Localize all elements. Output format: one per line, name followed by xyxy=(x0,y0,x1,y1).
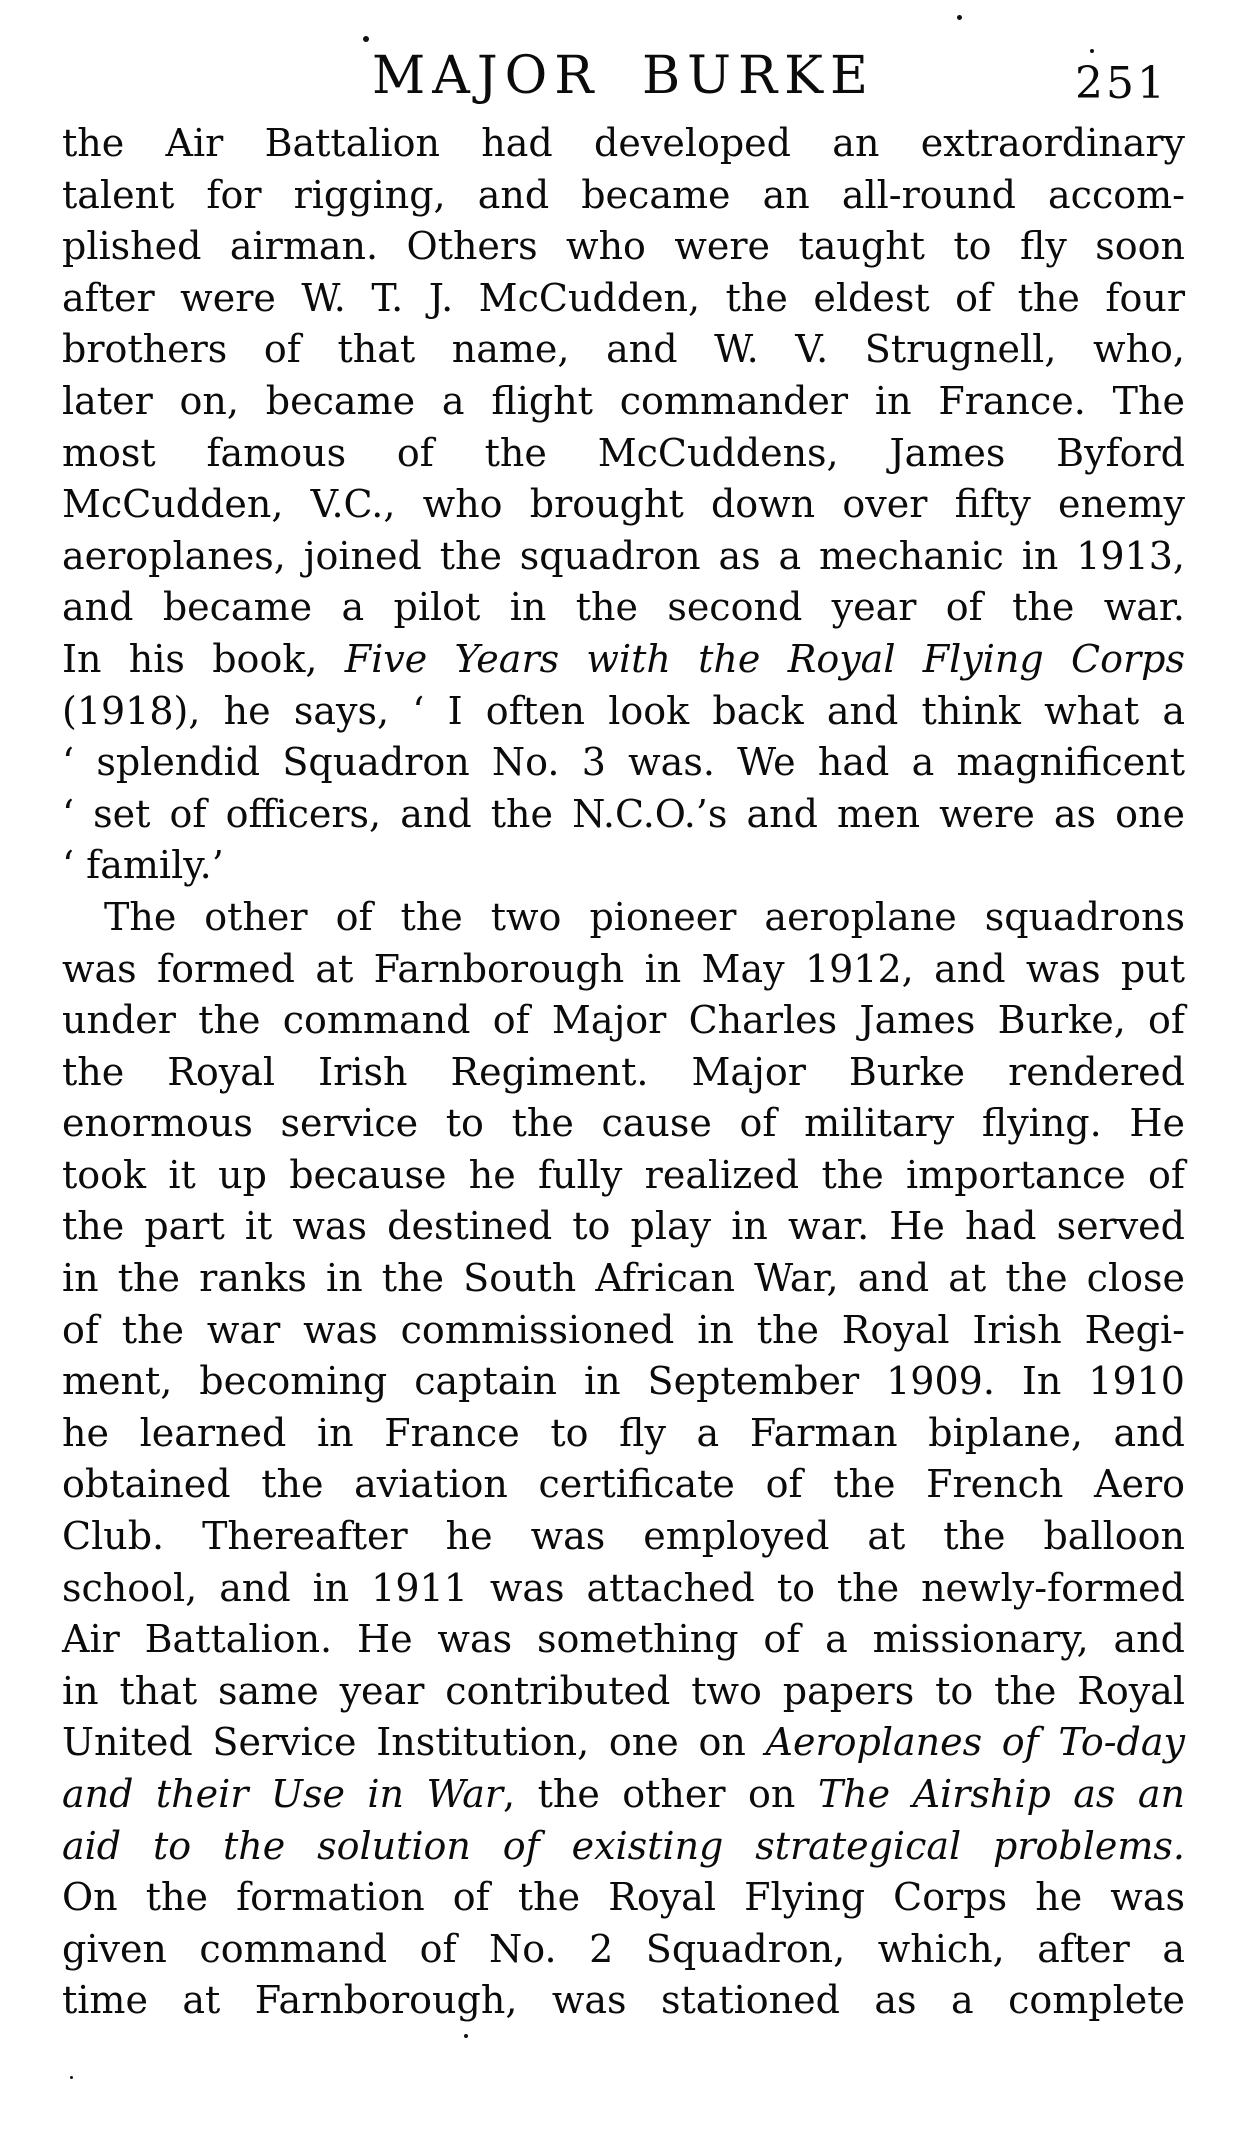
text-line xyxy=(62,1511,1185,1563)
body-text: after were W. T. J. McCudden, the eldest of the four xyxy=(62,275,1185,320)
text-line xyxy=(62,273,1185,325)
ink-speck xyxy=(957,15,962,20)
body-text: the part it was destined to play in war. He had served xyxy=(62,1204,1185,1249)
text-line xyxy=(62,737,1185,789)
body-text: aeroplanes, joined the squadron as a mechanic in 1913, xyxy=(62,533,1185,578)
text-line xyxy=(62,1098,1185,1150)
text-line xyxy=(62,1459,1185,1511)
text-line xyxy=(62,1253,1185,1305)
text-line xyxy=(62,892,1185,944)
text-line xyxy=(62,686,1185,738)
text-line xyxy=(62,634,1185,686)
text-line xyxy=(62,479,1185,531)
body-text: plished airman. Others who were taught to fly soon xyxy=(62,224,1185,269)
ink-speck xyxy=(70,2076,73,2079)
text-line xyxy=(62,1666,1185,1718)
body-text: , the other on xyxy=(503,1772,818,1816)
body-text: McCudden, V.C., who brought down over fifty enemy xyxy=(62,482,1185,527)
body-text: in that same year contributed two papers to the Royal xyxy=(62,1668,1185,1713)
body-text: On the formation of the Royal Flying Corps he was xyxy=(62,1875,1185,1920)
book-title-italic: and their Use in War xyxy=(62,1772,504,1816)
body-text: under the command of Major Charles James Burke, of xyxy=(62,998,1185,1043)
ink-speck xyxy=(1090,49,1094,53)
body-text: given command of No. 2 Squadron, which, after a xyxy=(62,1926,1185,1971)
body-text: United Service Institution, one on xyxy=(62,1720,766,1765)
body-text: in the ranks in the South African War, and at the close xyxy=(62,1256,1185,1301)
text-line xyxy=(62,789,1185,841)
ink-speck xyxy=(363,36,369,42)
body-text: the Royal Irish Regiment. Major Burke rendered xyxy=(62,1049,1185,1094)
text-line xyxy=(62,118,1185,170)
body-text: ‘ family.’ xyxy=(62,843,224,888)
text-line xyxy=(62,582,1185,634)
text-line xyxy=(62,1563,1185,1615)
text-line xyxy=(62,170,1185,222)
text-line xyxy=(62,324,1185,376)
body-text: took it up because he fully realized the importance of xyxy=(62,1152,1185,1197)
text-column xyxy=(62,118,1185,2027)
body-text: most famous of the McCuddens, James Byford xyxy=(62,430,1185,475)
text-line xyxy=(62,1201,1185,1253)
body-text: brothers of that name, and W. V. Strugnell, who, xyxy=(62,327,1185,372)
text-line xyxy=(62,376,1185,428)
text-line xyxy=(62,1047,1185,1099)
text-line xyxy=(62,221,1185,273)
body-text: talent for rigging, and became an all-round accom- xyxy=(62,172,1185,217)
body-text: and became a pilot in the second year of the war. xyxy=(62,585,1185,630)
body-text: Air Battalion. He was something of a missionary, and xyxy=(62,1617,1185,1662)
running-head-title: MAJOR BURKE xyxy=(372,46,875,106)
text-line xyxy=(62,1356,1185,1408)
body-text: of the war was commissioned in the Royal Irish Regi- xyxy=(62,1307,1185,1352)
text-line xyxy=(62,1769,1185,1821)
text-line xyxy=(62,1872,1185,1924)
text-line xyxy=(62,1717,1185,1769)
body-text: the Air Battalion had developed an extraordinary xyxy=(62,121,1185,165)
text-line xyxy=(62,531,1185,583)
body-text: (1918), he says, ‘ I often look back and think what a xyxy=(62,688,1185,733)
page-number: 251 xyxy=(1075,58,1168,109)
body-text: In his book, xyxy=(62,636,345,681)
body-text: The other of the two pioneer aeroplane squadrons xyxy=(104,894,1185,939)
body-text: ment, becoming captain in September 1909. In 1910 xyxy=(62,1359,1185,1404)
body-text: ‘ splendid Squadron No. 3 was. We had a magnificent xyxy=(62,740,1185,785)
book-title-italic: Five Years with the Royal Flying Corps xyxy=(344,636,1185,681)
text-line xyxy=(62,840,1185,892)
body-text: time at Farnborough, was stationed as a complete xyxy=(62,1978,1185,2023)
text-line xyxy=(62,428,1185,480)
text-line xyxy=(62,1408,1185,1460)
book-title-italic: The Airship as an xyxy=(817,1772,1185,1816)
text-line xyxy=(62,1150,1185,1202)
book-title-italic: Aeroplanes of To-day xyxy=(765,1720,1185,1765)
text-line xyxy=(62,1821,1185,1873)
book-title-italic: aid to the solution of existing strategical problems. xyxy=(62,1823,1185,1868)
text-line xyxy=(62,1614,1185,1666)
body-text: was formed at Farnborough in May 1912, and was put xyxy=(62,946,1185,991)
text-line xyxy=(62,1305,1185,1357)
body-text: later on, became a flight commander in France. The xyxy=(62,378,1185,423)
text-line xyxy=(62,1924,1185,1976)
body-text: he learned in France to fly a Farman biplane, and xyxy=(62,1410,1185,1455)
body-text: Club. Thereafter he was employed at the balloon xyxy=(62,1514,1185,1559)
body-text: ‘ set of officers, and the N.C.O.’s and men were as one xyxy=(62,791,1185,836)
body-text: enormous service to the cause of military flying. He xyxy=(62,1101,1185,1146)
text-line xyxy=(62,944,1185,996)
body-text: school, and in 1911 was attached to the newly-formed xyxy=(62,1565,1185,1610)
ink-speck xyxy=(464,2034,468,2038)
body-text: obtained the aviation certificate of the French Aero xyxy=(62,1462,1185,1507)
text-line xyxy=(62,1975,1185,2027)
text-line xyxy=(62,995,1185,1047)
